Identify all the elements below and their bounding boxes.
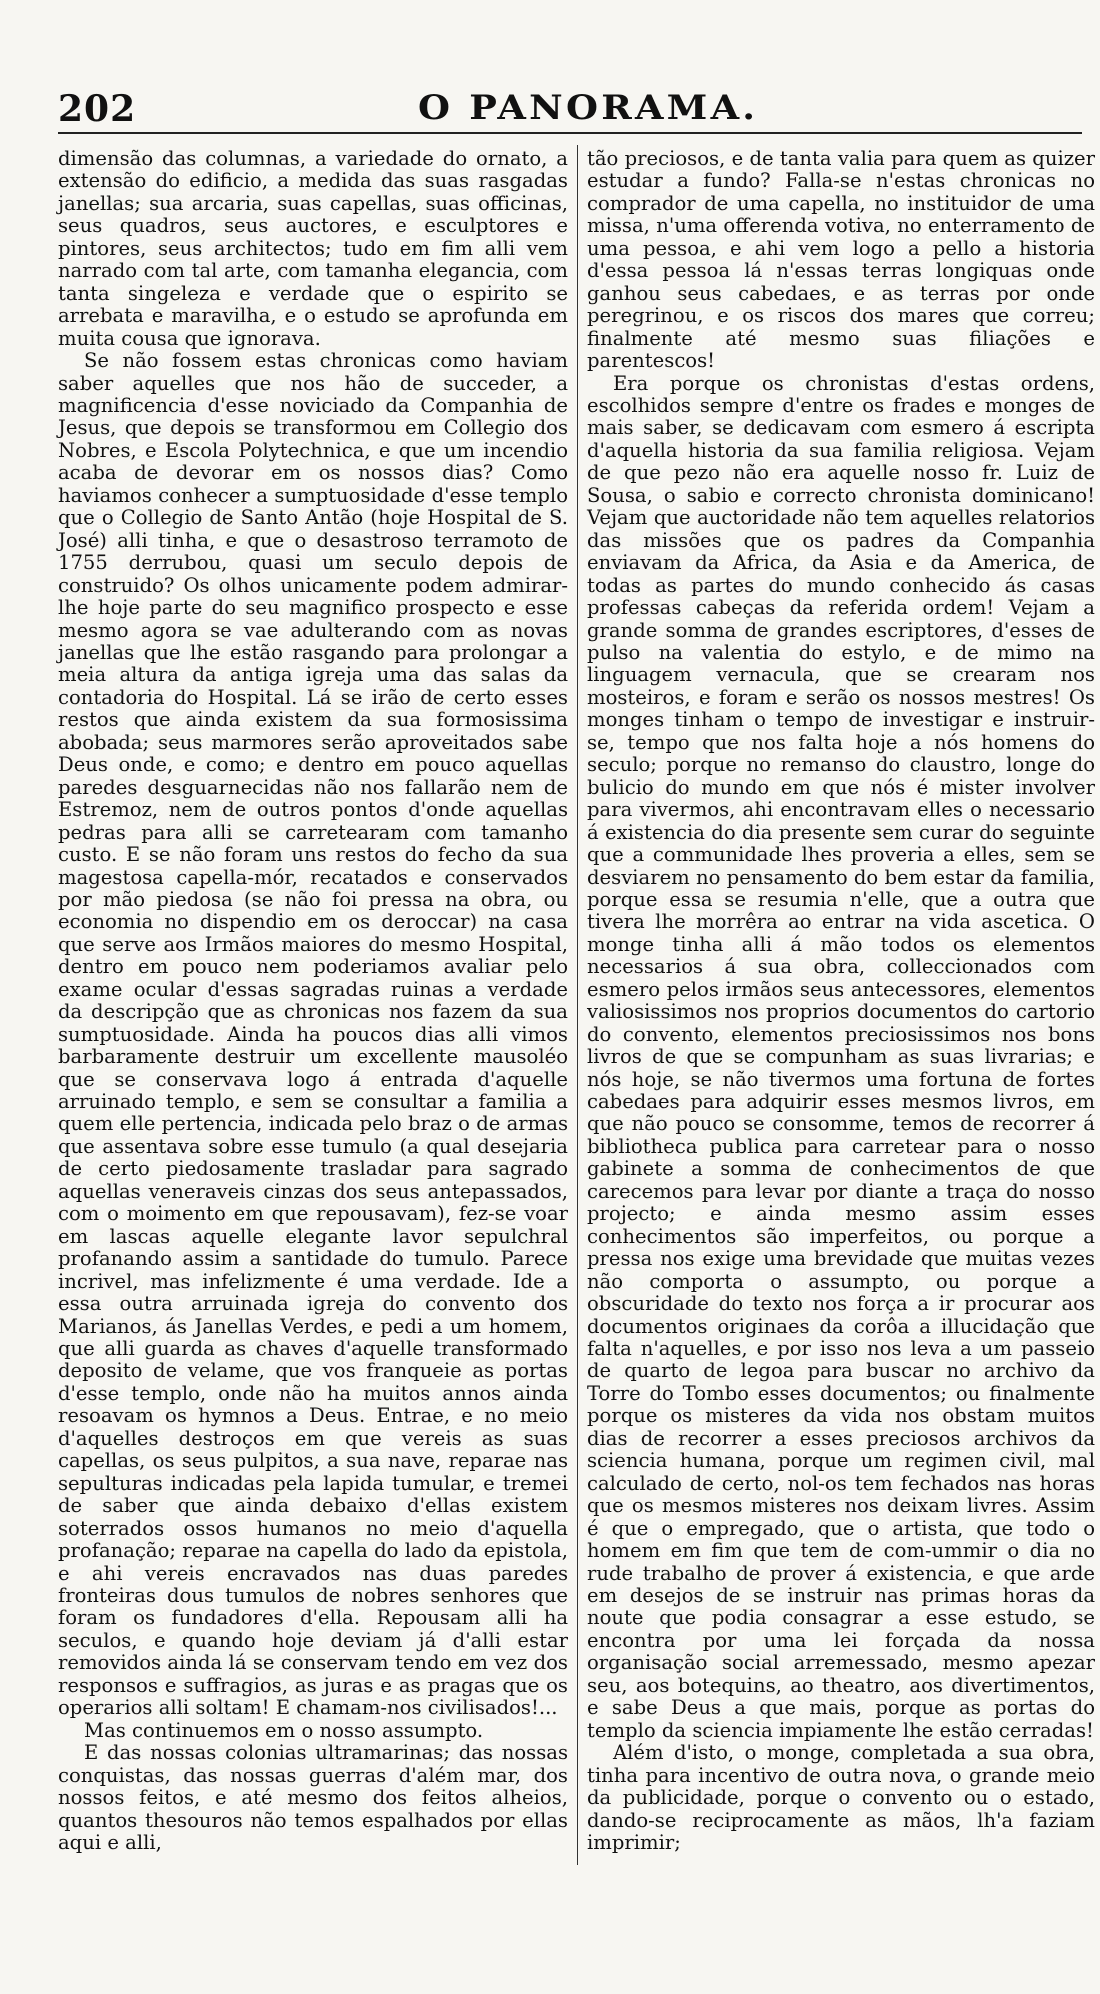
left-paragraph-3: Mas continuemos em o nosso assumpto.	[84, 1718, 484, 1742]
right-paragraph-2: Era porque os chronistas d'estas ordens, escolhidos sempre d'entre os frades e monges de mais saber, se dedicavam com esmero á escripta d'aquella historia da sua familia religiosa. Vejam de que pezo não era aquelle nosso fr. Luiz de Sousa, o sabio e correcto chronista dominicano! Vejam que auctoridade não tem aquelles relatorios das missões que os padres da Companhia enviavam da Africa, da Asia e da America, de todas as partes do mundo conhecido ás casas professas cabeças da referida ordem! Vejam a grande somma de grandes escriptores, d'esses de pulso na valentia do estylo, e de mimo na linguagem vernacula, que se crearam nos mosteiros, e foram e serão os nossos mestres! Os monges tinham o tempo de investigar e instruir-se, tempo que nos falta hoje a nós homens do seculo; porque no remanso do claustro, longe do bulicio do mundo em que nós é mister involver para vivermos, ahi encontravam elles o necessario á existencia do dia presente sem curar do seguinte que a communidade lhes proveria a elles, sem se desviarem no pensamento do bem estar da familia, porque essa se resumia n'elle, que a outra que tivera lhe morrêra ao entrar na vida ascetica. O monge tinha alli á mão todos os elementos necessarios á sua obra, colleccionados com esmero pelos irmãos seus antecessores, elementos valiosissimos nos proprios documentos do cartorio do convento, elementos preciosissimos nos bons livros de que se compunham as suas livrarias; e nós hoje, se não tivermos uma fortuna de fortes cabedaes para adquirir esses mesmos livros, em que não pouco se consomme, temos de recorrer á bibliotheca publica para carretear para o nosso gabinete a somma de conhecimentos de que carecemos para levar por diante a traça do nosso projecto; e ainda mesmo assim esses conhecimentos são imperfeitos, ou porque a pressa nos exige uma brevidade que muitas vezes não comporta o assumpto, ou porque a obscuridade do texto nos força a ir procurar aos documentos originaes da corôa a illucidação que falta n'aquelles, e por isso nos leva a um passeio de quarto de legoa para buscar no archivo da Torre do Tombo esses documentos; ou finalmente porque os misteres da vida nos obstam muitos dias de recorrer a esses preciosos archivos da sciencia humana, porque um regimen civil, mal calculado de certo, nol-os tem fechados nas horas que os mesmos misteres nos deixam livres. Assim é que o empregado, que o artista, que todo o homem em fim que tem de com-ummir o dia no rude trabalho de prover á existencia, e que arde em desejos de se instruir nas primas horas da noute que podia consagrar a esse estudo, se encontra por uma lei forçada da nossa organisação social arremessado, mesmo apezar seu, aos botequins, ao theatro, aos divertimentos, e sabe Deus a que mais, porque as portas do templo da sciencia impiamente lhe estão cerradas!	[587, 371, 1095, 1742]
column-divider	[577, 145, 578, 1865]
left-column	[58, 148, 568, 1854]
right-paragraph-3: Além d'isto, o monge, completada a sua obra, tinha para incentivo de outra nova, o grande meio da publicidade, porque o convento ou o estado, dando-se reciprocamente as mãos, lh'a faziam imprimir;	[587, 1741, 1095, 1854]
left-paragraph-4: E das nossas colonias ultramarinas; das nossas conquistas, das nossas guerras d'além mar, dos nossos feitos, e até mesmo dos feitos alheios, quantos thesouros não temos espalhados por ellas aqui e alli,	[58, 1741, 568, 1854]
page-number: 202	[58, 88, 137, 130]
right-column	[587, 148, 1095, 1854]
left-paragraph-1: dimensão das columnas, a variedade do ornato, a extensão do edificio, a medida das suas rasgadas janellas; sua arcaria, suas capellas, suas officinas, seus quadros, seus auctores, e esculptores e pintores, seus architectos; tudo em fim alli vem narrado com tal arte, com tamanha elegancia, com tanta singeleza e verdade que o espirito se arrebata e maravilha, e o estudo se aprofunda em muita cousa que ignorava.	[58, 147, 568, 350]
right-paragraph-1: tão preciosos, e de tanta valia para quem as quizer estudar a fundo? Falla-se n'estas chronicas no comprador de uma capella, no instituidor de uma missa, n'uma offerenda votiva, no enterramento de uma pessoa, e ahi vem logo a pello a historia d'essa pessoa lá n'essas terras longiquas onde ganhou seus cabedaes, e as terras por onde peregrinou, e os riscos dos mares que correu; finalmente até mesmo suas filiações e parentescos!	[587, 147, 1095, 373]
header-rule	[58, 132, 1082, 134]
left-paragraph-2: Se não fossem estas chronicas como haviam saber aquelles que nos hão de succeder, a magnificencia d'esse noviciado da Companhia de Jesus, que depois se transformou em Collegio dos Nobres, e Escola Polytechnica, e que um incendio acaba de devorar em os nossos dias? Como haviamos conhecer a sumptuosidade d'esse templo que o Collegio de Santo Antão (hoje Hospital de S. José) alli tinha, e que o desastroso terramoto de 1755 derrubou, quasi um seculo depois de construido? Os olhos unicamente podem admirar-lhe hoje parte do seu magnifico prospecto e esse mesmo agora se vae adulterando com as novas janellas que lhe estão rasgando para prolongar a meia altura da antiga igreja uma das salas da contadoria do Hospital. Lá se irão de certo esses restos que ainda existem da sua formosissima abobada; seus marmores serão aproveitados sabe Deus onde, e como; e dentro em pouco aquellas paredes desguarnecidas não nos fallarão nem de Estremoz, nem de outros pontos d'onde aquellas pedras para alli se carretearam com tamanho custo. E se não foram uns restos do fecho da sua magestosa capella-mór, recatados e conservados por mão piedosa (se não foi pressa na obra, ou economia no dispendio em os deroccar) na casa que serve aos Irmãos maiores do mesmo Hospital, dentro em pouco nem poderiamos avaliar pelo exame ocular d'essas sagradas ruinas a verdade da descripção que as chronicas nos fazem da sua sumptuosidade. Ainda ha poucos dias alli vimos barbaramente destruir um excellente mausoléo que se conservava logo á entrada d'aquelle arruinado templo, e sem se consultar a familia a quem elle pertencia, indicada pelo braz o de armas que assentava sobre esse tumulo (a qual desejaria de certo piedosamente trasladar para sagrado aquellas veneraveis cinzas dos seus antepassados, com o moimento em que repousavam), fez-se voar em lascas aquelle elegante lavor sepulchral profanando assim a santidade do tumulo. Parece incrivel, mas infelizmente é uma verdade. Ide a essa outra arruinada igreja do convento dos Marianos, ás Janellas Verdes, e pedi a um homem, que alli guarda as chaves d'aquelle transformado deposito de velame, que vos franqueie as portas d'esse templo, onde não ha muitos annos ainda resoavam os hymnos a Deus. Entrae, e no meio d'aquelles destroços em que vereis as suas capellas, os seus pulpitos, a sua nave, reparae nas sepulturas indicadas pela lapida tumular, e tremei de saber que ainda debaixo d'ellas existem soterrados ossos humanos no meio d'aquella profanação; reparae na capella do lado da epistola, e ahi vereis encravados nas duas paredes fronteiras dous tumulos de nobres senhores que foram os fundadores d'ella. Repousam alli ha seculos, e quando hoje deviam já d'alli estar removidos ainda lá se conservam tendo em vez dos responsos e suffragios, as juras e as pragas que os operarios alli soltam! E chamam-nos civilisados!...	[58, 349, 568, 1720]
masthead-title: O PANORAMA.	[418, 88, 759, 128]
